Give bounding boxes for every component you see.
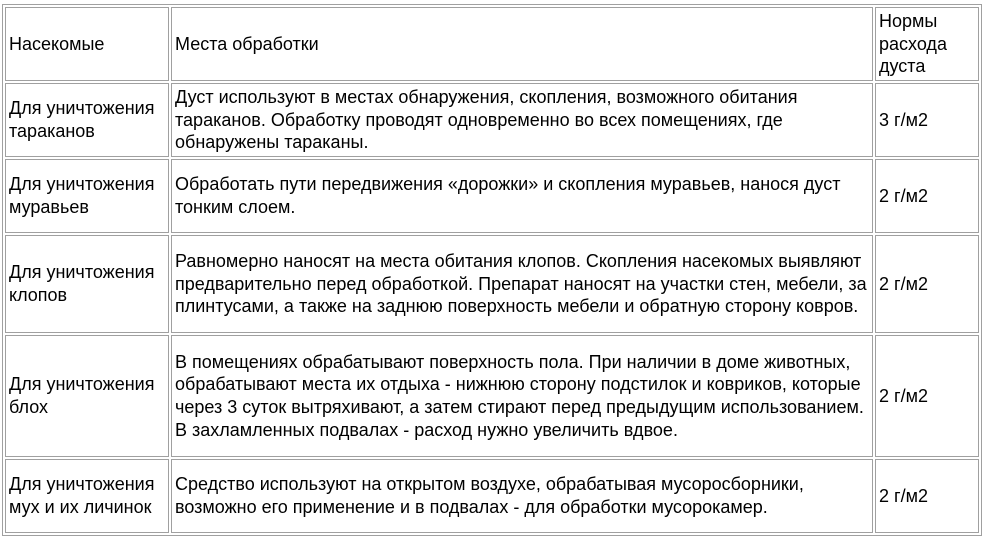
cell-norm: 2 г/м2	[875, 335, 979, 457]
table-row	[5, 335, 979, 457]
cell-insect: Для уничтожения клопов	[5, 235, 169, 333]
cell-places: Равномерно наносят на места обитания клопов. Скопления насекомых выявляют предварительно перед обработкой. Препарат наносят на участки стен, мебели, за плинтусами, а также на заднюю поверхность мебели и обратную сторону ковров.	[171, 235, 873, 333]
cell-insect: Для уничтожения блох	[5, 335, 169, 457]
cell-insect: Для уничтожения мух и их личинок	[5, 459, 169, 533]
cell-norm: 2 г/м2	[875, 459, 979, 533]
cell-norm: 2 г/м2	[875, 159, 979, 233]
cell-places: Обработать пути передвижения «дорожки» и скопления муравьев, нанося дуст тонким слоем.	[171, 159, 873, 233]
header-insects: Насекомые	[5, 7, 169, 81]
cell-places: В помещениях обрабатывают поверхность пола. При наличии в доме животных, обрабатывают места их отдыха - нижнюю сторону подстилок и ковриков, которые через 3 суток вытряхивают, а затем стирают перед предыдущим использованием. В захламленных подвалах - расход нужно увеличить вдвое.	[171, 335, 873, 457]
header-dust-norm: Нормы расхода дуста	[875, 7, 979, 81]
table-row	[5, 459, 979, 533]
insecticide-usage-table	[2, 4, 982, 536]
table-row	[5, 83, 979, 157]
cell-places: Средство используют на открытом воздухе, обрабатывая мусоросборники, возможно его применение и в подвалах - для обработки мусорокамер.	[171, 459, 873, 533]
cell-insect: Для уничтожения тараканов	[5, 83, 169, 157]
insecticide-table-container	[2, 4, 980, 536]
table-row	[5, 159, 979, 233]
header-treatment-places: Места обработки	[171, 7, 873, 81]
cell-norm: 3 г/м2	[875, 83, 979, 157]
cell-norm: 2 г/м2	[875, 235, 979, 333]
table-header-row	[5, 7, 979, 81]
cell-insect: Для уничтожения муравьев	[5, 159, 169, 233]
table-row	[5, 235, 979, 333]
cell-places: Дуст используют в местах обнаружения, скопления, возможного обитания тараканов. Обработку проводят одновременно во всех помещениях, где обнаружены тараканы.	[171, 83, 873, 157]
